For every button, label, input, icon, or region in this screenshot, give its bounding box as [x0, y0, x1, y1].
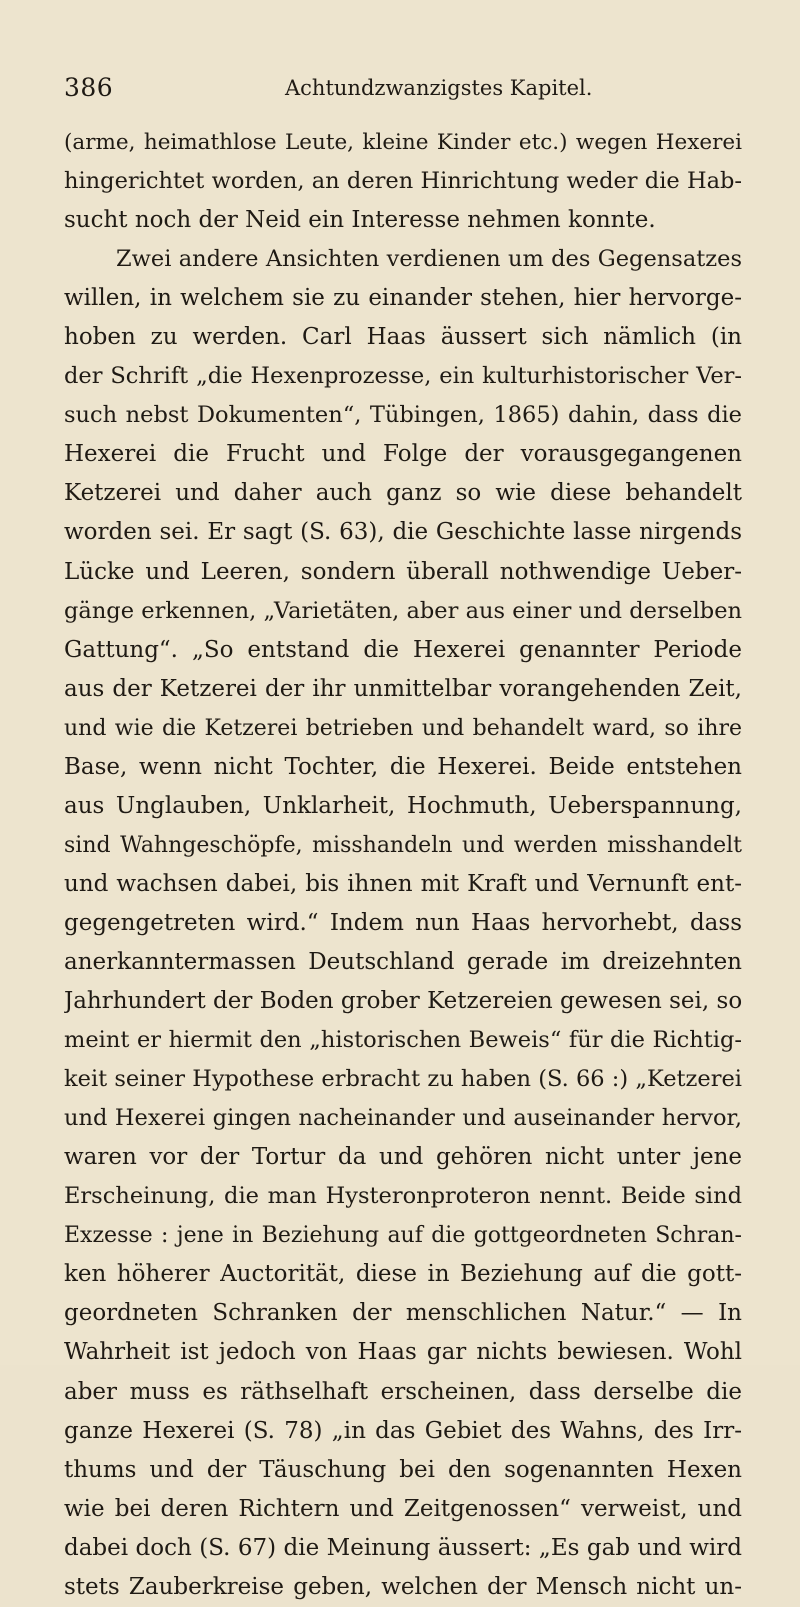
text-line: aber muss es räthselhaft erscheinen, dass derselbe die: [64, 1378, 742, 1405]
text-line: gänge erkennen, „Varietäten, aber aus einer und derselben: [64, 597, 742, 624]
text-line: Erscheinung, die man Hysteronproteron nennt. Beide sind: [64, 1183, 742, 1210]
text-line: und Hexerei gingen nacheinander und auseinander hervor,: [64, 1105, 742, 1132]
text-line: geordneten Schranken der menschlichen Natur.“ — In: [64, 1300, 742, 1327]
text-line: sind Wahngeschöpfe, misshandeln und werden misshandelt: [64, 832, 742, 858]
text-line: worden sei. Er sagt (S. 63), die Geschichte lasse nirgends: [64, 519, 742, 546]
text-line: Jahrhundert der Boden grober Ketzereien gewesen sei, so: [64, 988, 742, 1015]
text-line: stets Zauberkreise geben, welchen der Mensch nicht un-: [64, 1573, 742, 1600]
body-text: [64, 123, 742, 1607]
text-line: ken höherer Auctorität, diese in Beziehung auf die gott-: [64, 1261, 742, 1288]
text-line: Ketzerei und daher auch ganz so wie diese behandelt: [64, 480, 742, 507]
text-line: Wahrheit ist jedoch von Haas gar nichts bewiesen. Wohl: [64, 1339, 742, 1366]
text-line: such nebst Dokumenten“, Tübingen, 1865) dahin, dass die: [64, 402, 742, 429]
text-line: thums und der Täuschung bei den sogenannten Hexen: [64, 1456, 742, 1483]
text-line: meint er hiermit den „historischen Beweis“ für die Richtig-: [64, 1027, 742, 1054]
text-line: Base, wenn nicht Tochter, die Hexerei. Beide entstehen: [64, 753, 742, 780]
text-line: Gattung“. „So entstand die Hexerei genannter Periode: [64, 636, 742, 663]
text-line: dabei doch (S. 67) die Meinung äussert: „Es gab und wird: [64, 1534, 742, 1561]
page-number: 386: [64, 73, 114, 102]
text-line: und wachsen dabei, bis ihnen mit Kraft und Vernunft ent-: [64, 870, 742, 897]
text-line: willen, in welchem sie zu einander stehen, hier hervorge-: [64, 285, 742, 312]
text-line: keit seiner Hypothese erbracht zu haben (S. 66 :) „Ketzerei: [64, 1066, 742, 1093]
text-line: sucht noch der Neid ein Interesse nehmen konnte.: [64, 207, 656, 234]
text-line: anerkanntermassen Deutschland gerade im dreizehnten: [64, 948, 742, 975]
text-line: aus Unglauben, Unklarheit, Hochmuth, Ueberspannung,: [64, 792, 742, 819]
text-line: hoben zu werden. Carl Haas äussert sich nämlich (in: [64, 324, 742, 351]
text-line: Exzesse : jene in Beziehung auf die gottgeordneten Schran-: [64, 1223, 742, 1249]
running-head: Achtundzwanzigstes Kapitel.: [285, 76, 593, 100]
text-line: Lücke und Leeren, sondern überall nothwendige Ueber-: [64, 558, 742, 585]
text-line: hingerichtet worden, an deren Hinrichtung weder die Hab-: [64, 168, 742, 195]
text-line: gegengetreten wird.“ Indem nun Haas hervorhebt, dass: [64, 909, 742, 936]
text-line: wie bei deren Richtern und Zeitgenossen“ verweist, und: [64, 1495, 742, 1522]
text-line: und wie die Ketzerei betrieben und behandelt ward, so ihre: [64, 715, 742, 741]
page-header: [64, 74, 742, 102]
text-line: (arme, heimathlose Leute, kleine Kinder etc.) wegen Hexerei: [64, 130, 742, 155]
text-line: waren vor der Tortur da und gehören nicht unter jene: [64, 1144, 742, 1171]
text-line: der Schrift „die Hexenprozesse, ein kulturhistorischer Ver-: [64, 363, 742, 390]
text-line: Hexerei die Frucht und Folge der vorausgegangenen: [64, 441, 742, 468]
text-line: Zwei andere Ansichten verdienen um des Gegensatzes: [116, 246, 742, 273]
text-line: ganze Hexerei (S. 78) „in das Gebiet des Wahns, des Irr-: [64, 1417, 742, 1444]
text-line: aus der Ketzerei der ihr unmittelbar vorangehenden Zeit,: [64, 675, 742, 702]
